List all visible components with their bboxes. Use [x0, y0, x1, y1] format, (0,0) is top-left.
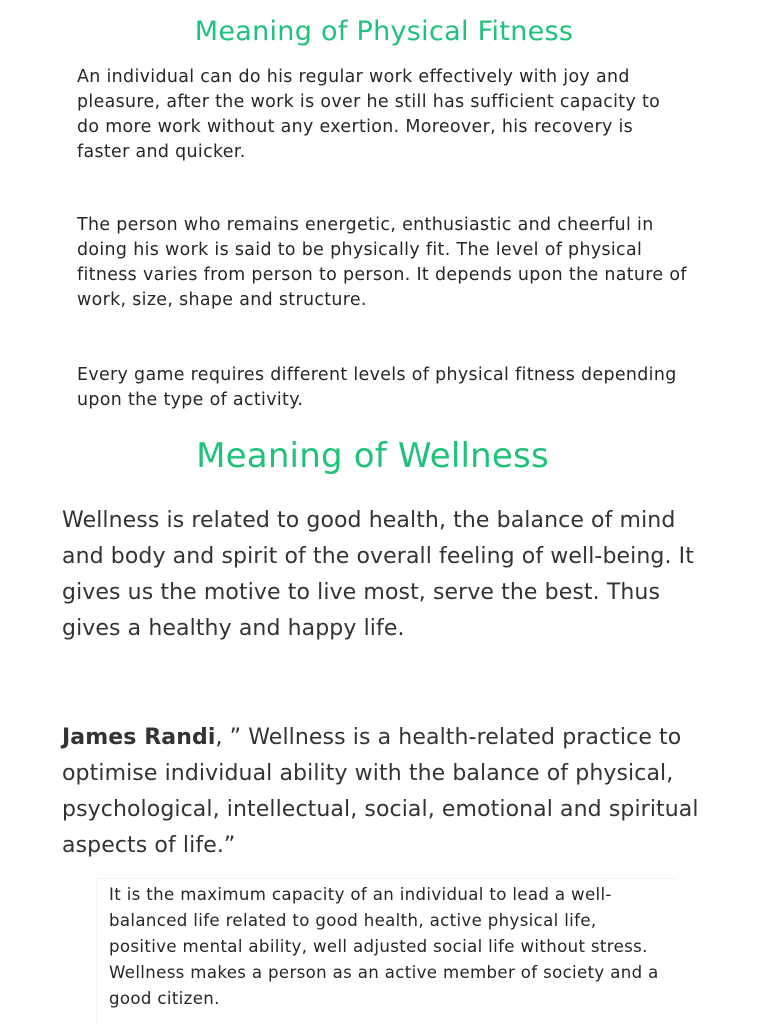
- wellness-definition: It is the maximum capacity of an individual to lead a well-balanced life related to good health, active physical life, positive mental ability, well adjusted social life without stress. Wellness makes a person as an active member of society and a good citizen.: [109, 885, 659, 1008]
- fitness-heading: Meaning of Physical Fitness: [194, 16, 574, 47]
- wellness-quote-paragraph: [62, 720, 702, 864]
- fitness-paragraph-2: The person who remains energetic, enthusiastic and cheerful in doing his work is said to be physically fit. The level of physical fitness varies from person to person. It depends upon the nature of work, size, shape and structure.: [77, 215, 687, 310]
- definition-box: [96, 878, 677, 1024]
- fitness-paragraph-3: Every game requires different levels of physical fitness depending upon the type of activity.: [77, 365, 677, 410]
- quote-author: James Randi: [62, 725, 216, 750]
- fitness-paragraph-1: An individual can do his regular work effectively with joy and pleasure, after the work is over he still has sufficient capacity to do more work without any exertion. Moreover, his recovery is faster and quicker.: [77, 67, 661, 162]
- wellness-heading: Meaning of Wellness: [196, 436, 549, 476]
- quote-text: , ” Wellness is a health-related practice to optimise individual ability with the balance of physical, psychological, intellectual, social, emotional and spiritual aspects of life.”: [62, 725, 699, 858]
- wellness-intro-paragraph: Wellness is related to good health, the balance of mind and body and spirit of the overall feeling of well-being. It gives us the motive to live most, serve the best. Thus gives a healthy and happy life.: [62, 508, 694, 641]
